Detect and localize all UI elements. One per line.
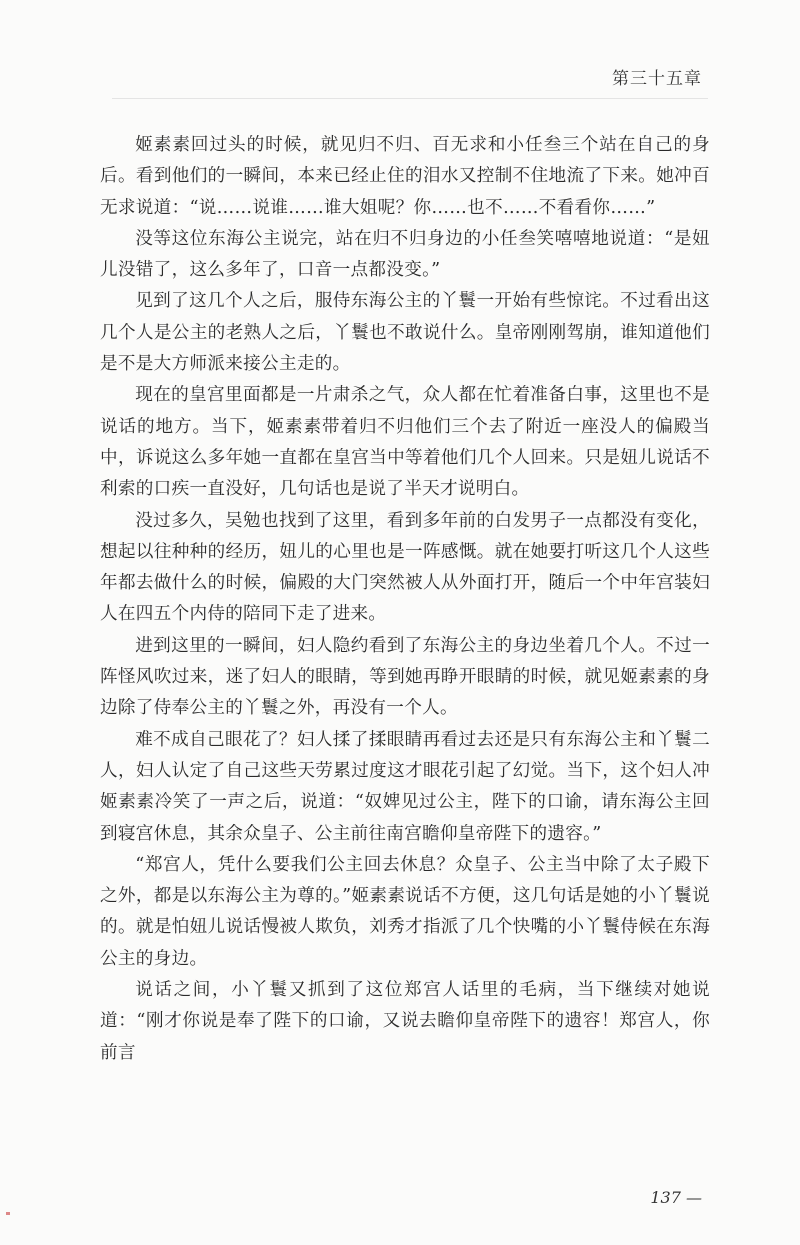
running-header: 第三十五章: [612, 69, 702, 89]
body-text: [100, 130, 710, 1069]
paragraph: 现在的皇宫里面都是一片肃杀之气，众人都在忙着准备白事，这里也不是说话的地方。当下，姬素素带着归不归他们三个去了附近一座没人的偏殿当中，诉说这么多年她一直都在皇宫当中等着他们几个人回来。只是妞儿说话不利索的口疾一直没好，几句话也是说了半天才说明白。: [100, 385, 710, 500]
paragraph: 难不成自己眼花了？妇人揉了揉眼睛再看过去还是只有东海公主和丫鬟二人，妇人认定了自己这些天劳累过度这才眼花引起了幻觉。当下，这个妇人冲姬素素冷笑了一声之后，说道：“奴婢见过公主，陛下的口谕，请东海公主回到寝宫休息，其余众皇子、公主前往南宫瞻仰皇帝陛下的遗容。”: [100, 729, 710, 844]
paragraph: “郑宫人，凭什么要我们公主回去休息？众皇子、公主当中除了太子殿下之外，都是以东海公主为尊的。”姬素素说话不方便，这几句话是她的小丫鬟说的。就是怕妞儿说话慢被人欺负，刘秀才指派了几个快嘴的小丫鬟侍候在东海公主的身边。: [100, 854, 710, 969]
scan-edge-mark: [6, 1212, 10, 1215]
paragraph: 没过多久，吴勉也找到了这里，看到多年前的白发男子一点都没有变化，想起以往种种的经历，妞儿的心里也是一阵感慨。就在她要打听这几个人这些年都去做什么的时候，偏殿的大门突然被人从外面打开，随后一个中年宫装妇人在四五个内侍的陪同下走了进来。: [100, 510, 710, 625]
paragraph: 姬素素回过头的时候，就见归不归、百无求和小任叁三个站在自己的身后。看到他们的一瞬间，本来已经止住的泪水又控制不住地流了下来。她冲百无求说道：“说……说谁……谁大姐呢？你……也不……不看看你……”: [100, 135, 710, 218]
paragraph: 说话之间，小丫鬟又抓到了这位郑宫人话里的毛病，当下继续对她说道：“刚才你说是奉了陛下的口谕，又说去瞻仰皇帝陛下的遗容！郑宫人，你前言: [100, 980, 710, 1063]
paragraph: 没等这位东海公主说完，站在归不归身边的小任叁笑嘻嘻地说道：“是妞儿没错了，这么多年了，口音一点都没变。”: [100, 228, 710, 281]
header-rule: [112, 98, 708, 99]
paragraph: 进到这里的一瞬间，妇人隐约看到了东海公主的身边坐着几个人。不过一阵怪风吹过来，迷了妇人的眼睛，等到她再睁开眼睛的时候，就见姬素素的身边除了侍奉公主的丫鬟之外，再没有一个人。: [100, 635, 710, 719]
paragraph: 见到了这几个人之后，服侍东海公主的丫鬟一开始有些惊诧。不过看出这几个人是公主的老熟人之后，丫鬟也不敢说什么。皇帝刚刚驾崩，谁知道他们是不是大方师派来接公主走的。: [100, 291, 710, 375]
page-number: 137 —: [650, 1188, 702, 1207]
